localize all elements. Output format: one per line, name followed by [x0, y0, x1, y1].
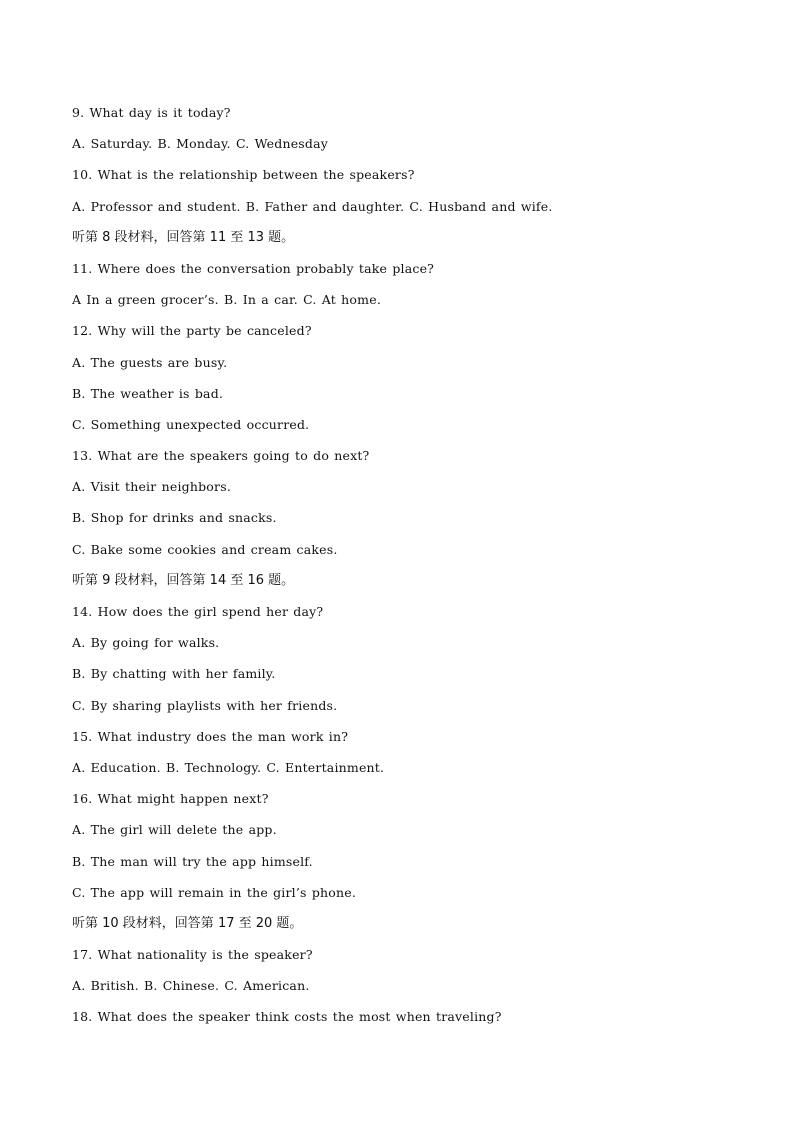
question-17-options: A. British. B. Chinese. C. American.: [72, 978, 310, 994]
question-15: 15. What industry does the man work in?: [72, 728, 349, 744]
question-14: 14. How does the girl spend her day?: [72, 604, 324, 619]
question-14-option-b: B. By chatting with her family.: [72, 666, 276, 682]
question-16-option-a: A. The girl will delete the app.: [72, 822, 277, 838]
question-16-option-b: B. The man will try the app himself.: [72, 853, 313, 869]
question-10: 10. What is the relationship between the speakers?: [72, 167, 415, 183]
question-16: 16. What might happen next?: [72, 791, 269, 807]
question-12-option-b: B. The weather is bad.: [72, 385, 224, 401]
question-13: 13. What are the speakers going to do next?: [72, 448, 370, 464]
question-12-option-c: C. Something unexpected occurred.: [72, 416, 310, 432]
question-12-option-a: A. The guests are busy.: [72, 354, 228, 370]
question-17: 17. What nationality is the speaker?: [72, 947, 313, 963]
question-10-options: A. Professor and student. B. Father and daughter. C. Husband and wife.: [72, 198, 553, 214]
section-heading-10: 听第 10 段材料，回答第 17 至 20 题。: [72, 915, 303, 931]
question-13-option-c: C. Bake some cookies and cream cakes.: [72, 541, 338, 557]
question-14-option-c: C. By sharing playlists with her friends.: [72, 697, 338, 713]
question-14-option-a: A. By going for walks.: [72, 635, 220, 651]
question-15-options: A. Education. B. Technology. C. Entertainment.: [72, 759, 385, 775]
question-9: 9. What day is it today?: [72, 105, 231, 120]
question-12: 12. Why will the party be canceled?: [72, 323, 312, 339]
question-16-option-c: C. The app will remain in the girl’s phone.: [72, 884, 357, 900]
question-13-option-a: A. Visit their neighbors.: [72, 479, 231, 495]
section-heading-9: 听第 9 段材料，回答第 14 至 16 题。: [72, 572, 295, 588]
exam-page: [72, 102, 762, 1038]
question-11: 11. Where does the conversation probably take place?: [72, 260, 435, 276]
question-13-option-b: B. Shop for drinks and snacks.: [72, 510, 277, 526]
question-18: 18. What does the speaker think costs the most when traveling?: [72, 1009, 502, 1025]
question-11-options: A In a green grocer’s. B. In a car. C. At home.: [72, 292, 381, 308]
question-9-options: A. Saturday. B. Monday. C. Wednesday: [72, 136, 329, 152]
section-heading-8: 听第 8 段材料，回答第 11 至 13 题。: [72, 229, 295, 245]
